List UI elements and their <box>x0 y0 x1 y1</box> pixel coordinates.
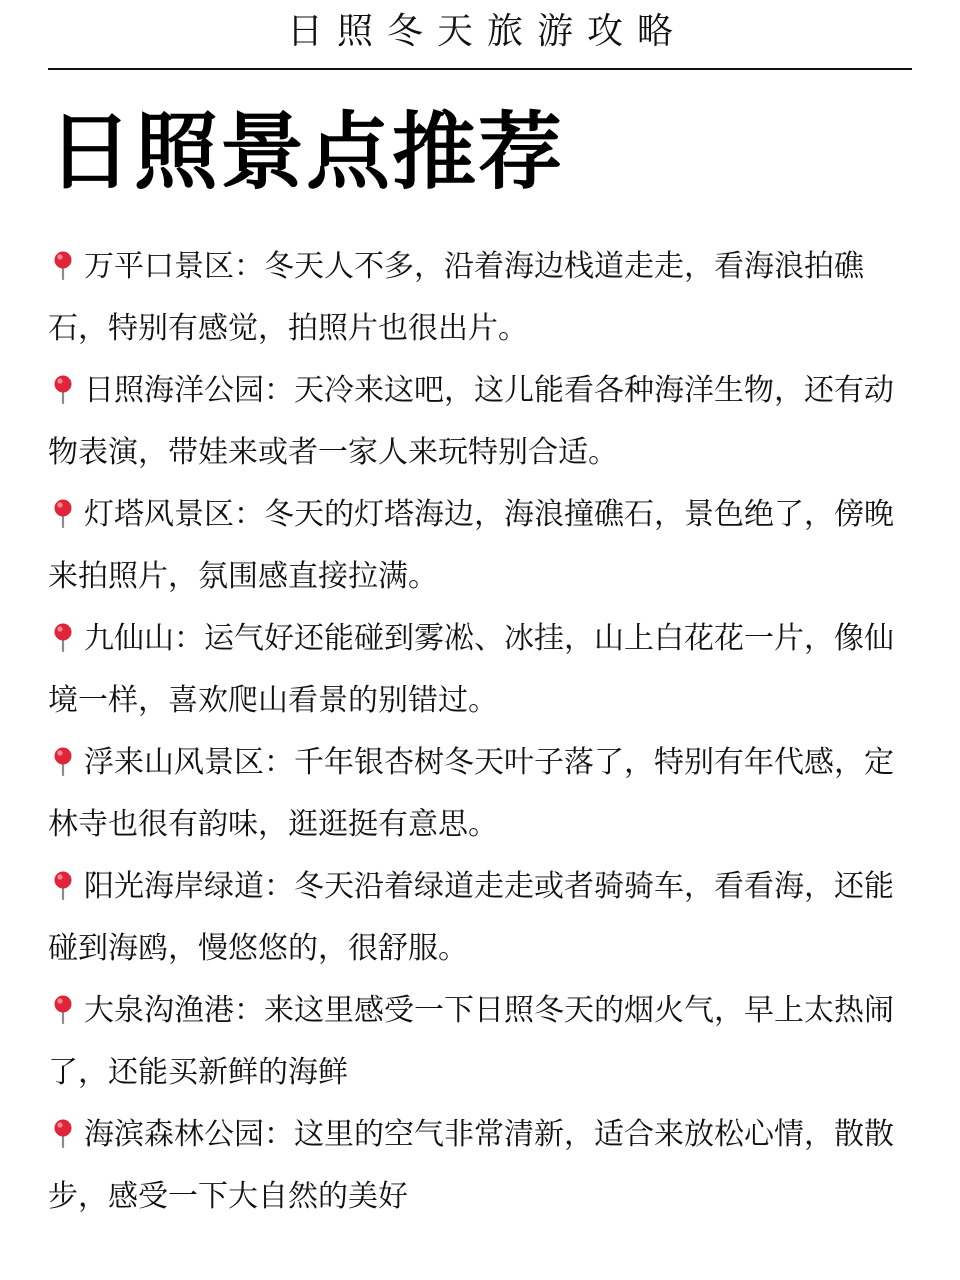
list-item <box>48 856 912 980</box>
round-pushpin-icon <box>48 746 78 776</box>
separator: ： <box>264 1117 294 1152</box>
round-pushpin-icon <box>48 374 78 404</box>
list-item <box>48 608 912 732</box>
attraction-description: 这里的空气非常清新，适合来放松心情，散散步，感受一下大自然的美好 <box>48 1117 894 1214</box>
attraction-name: 万平口景区 <box>84 249 234 284</box>
separator: ： <box>234 497 264 532</box>
list-item <box>48 732 912 856</box>
header <box>48 0 912 70</box>
page-title: 日照景点推荐 <box>48 103 565 201</box>
list-item <box>48 1104 912 1228</box>
attraction-description: 天冷来这吧，这儿能看各种海洋生物，还有动物表演，带娃来或者一家人来玩特别合适。 <box>48 373 894 470</box>
attraction-description: 来这里感受一下日照冬天的烟火气，早上太热闹了，还能买新鲜的海鲜 <box>48 993 894 1090</box>
round-pushpin-icon <box>48 994 78 1024</box>
attraction-name: 阳光海岸绿道 <box>84 869 264 904</box>
round-pushpin-icon <box>48 250 78 280</box>
separator: ： <box>264 745 294 780</box>
header-title: 日照冬天旅游攻略 <box>286 11 687 52</box>
attraction-description: 冬天人不多，沿着海边栈道走走，看海浪拍礁石，特别有感觉，拍照片也很出片。 <box>48 249 864 346</box>
attraction-list <box>48 236 912 1228</box>
separator: ： <box>264 373 294 408</box>
list-item <box>48 980 912 1104</box>
list-item <box>48 360 912 484</box>
round-pushpin-icon <box>48 1118 78 1148</box>
attraction-name: 灯塔风景区 <box>84 497 234 532</box>
attraction-name: 大泉沟渔港 <box>84 993 234 1028</box>
list-item <box>48 484 912 608</box>
separator: ： <box>264 869 294 904</box>
attraction-description: 冬天的灯塔海边，海浪撞礁石，景色绝了，傍晚来拍照片，氛围感直接拉满。 <box>48 497 894 594</box>
attraction-description: 运气好还能碰到雾凇、冰挂，山上白花花一片，像仙境一样，喜欢爬山看景的别错过。 <box>48 621 894 718</box>
attraction-name: 九仙山 <box>84 621 174 656</box>
attraction-description: 千年银杏树冬天叶子落了，特别有年代感，定林寺也很有韵味，逛逛挺有意思。 <box>48 745 894 842</box>
separator: ： <box>234 249 264 284</box>
separator: ： <box>174 621 204 656</box>
separator: ： <box>234 993 264 1028</box>
attraction-description: 冬天沿着绿道走走或者骑骑车，看看海，还能碰到海鸥，慢悠悠的，很舒服。 <box>48 869 894 966</box>
round-pushpin-icon <box>48 870 78 900</box>
round-pushpin-icon <box>48 622 78 652</box>
attraction-name: 浮来山风景区 <box>84 745 264 780</box>
attraction-name: 海滨森林公园 <box>84 1117 264 1152</box>
list-item <box>48 236 912 360</box>
round-pushpin-icon <box>48 498 78 528</box>
attraction-name: 日照海洋公园 <box>84 373 264 408</box>
